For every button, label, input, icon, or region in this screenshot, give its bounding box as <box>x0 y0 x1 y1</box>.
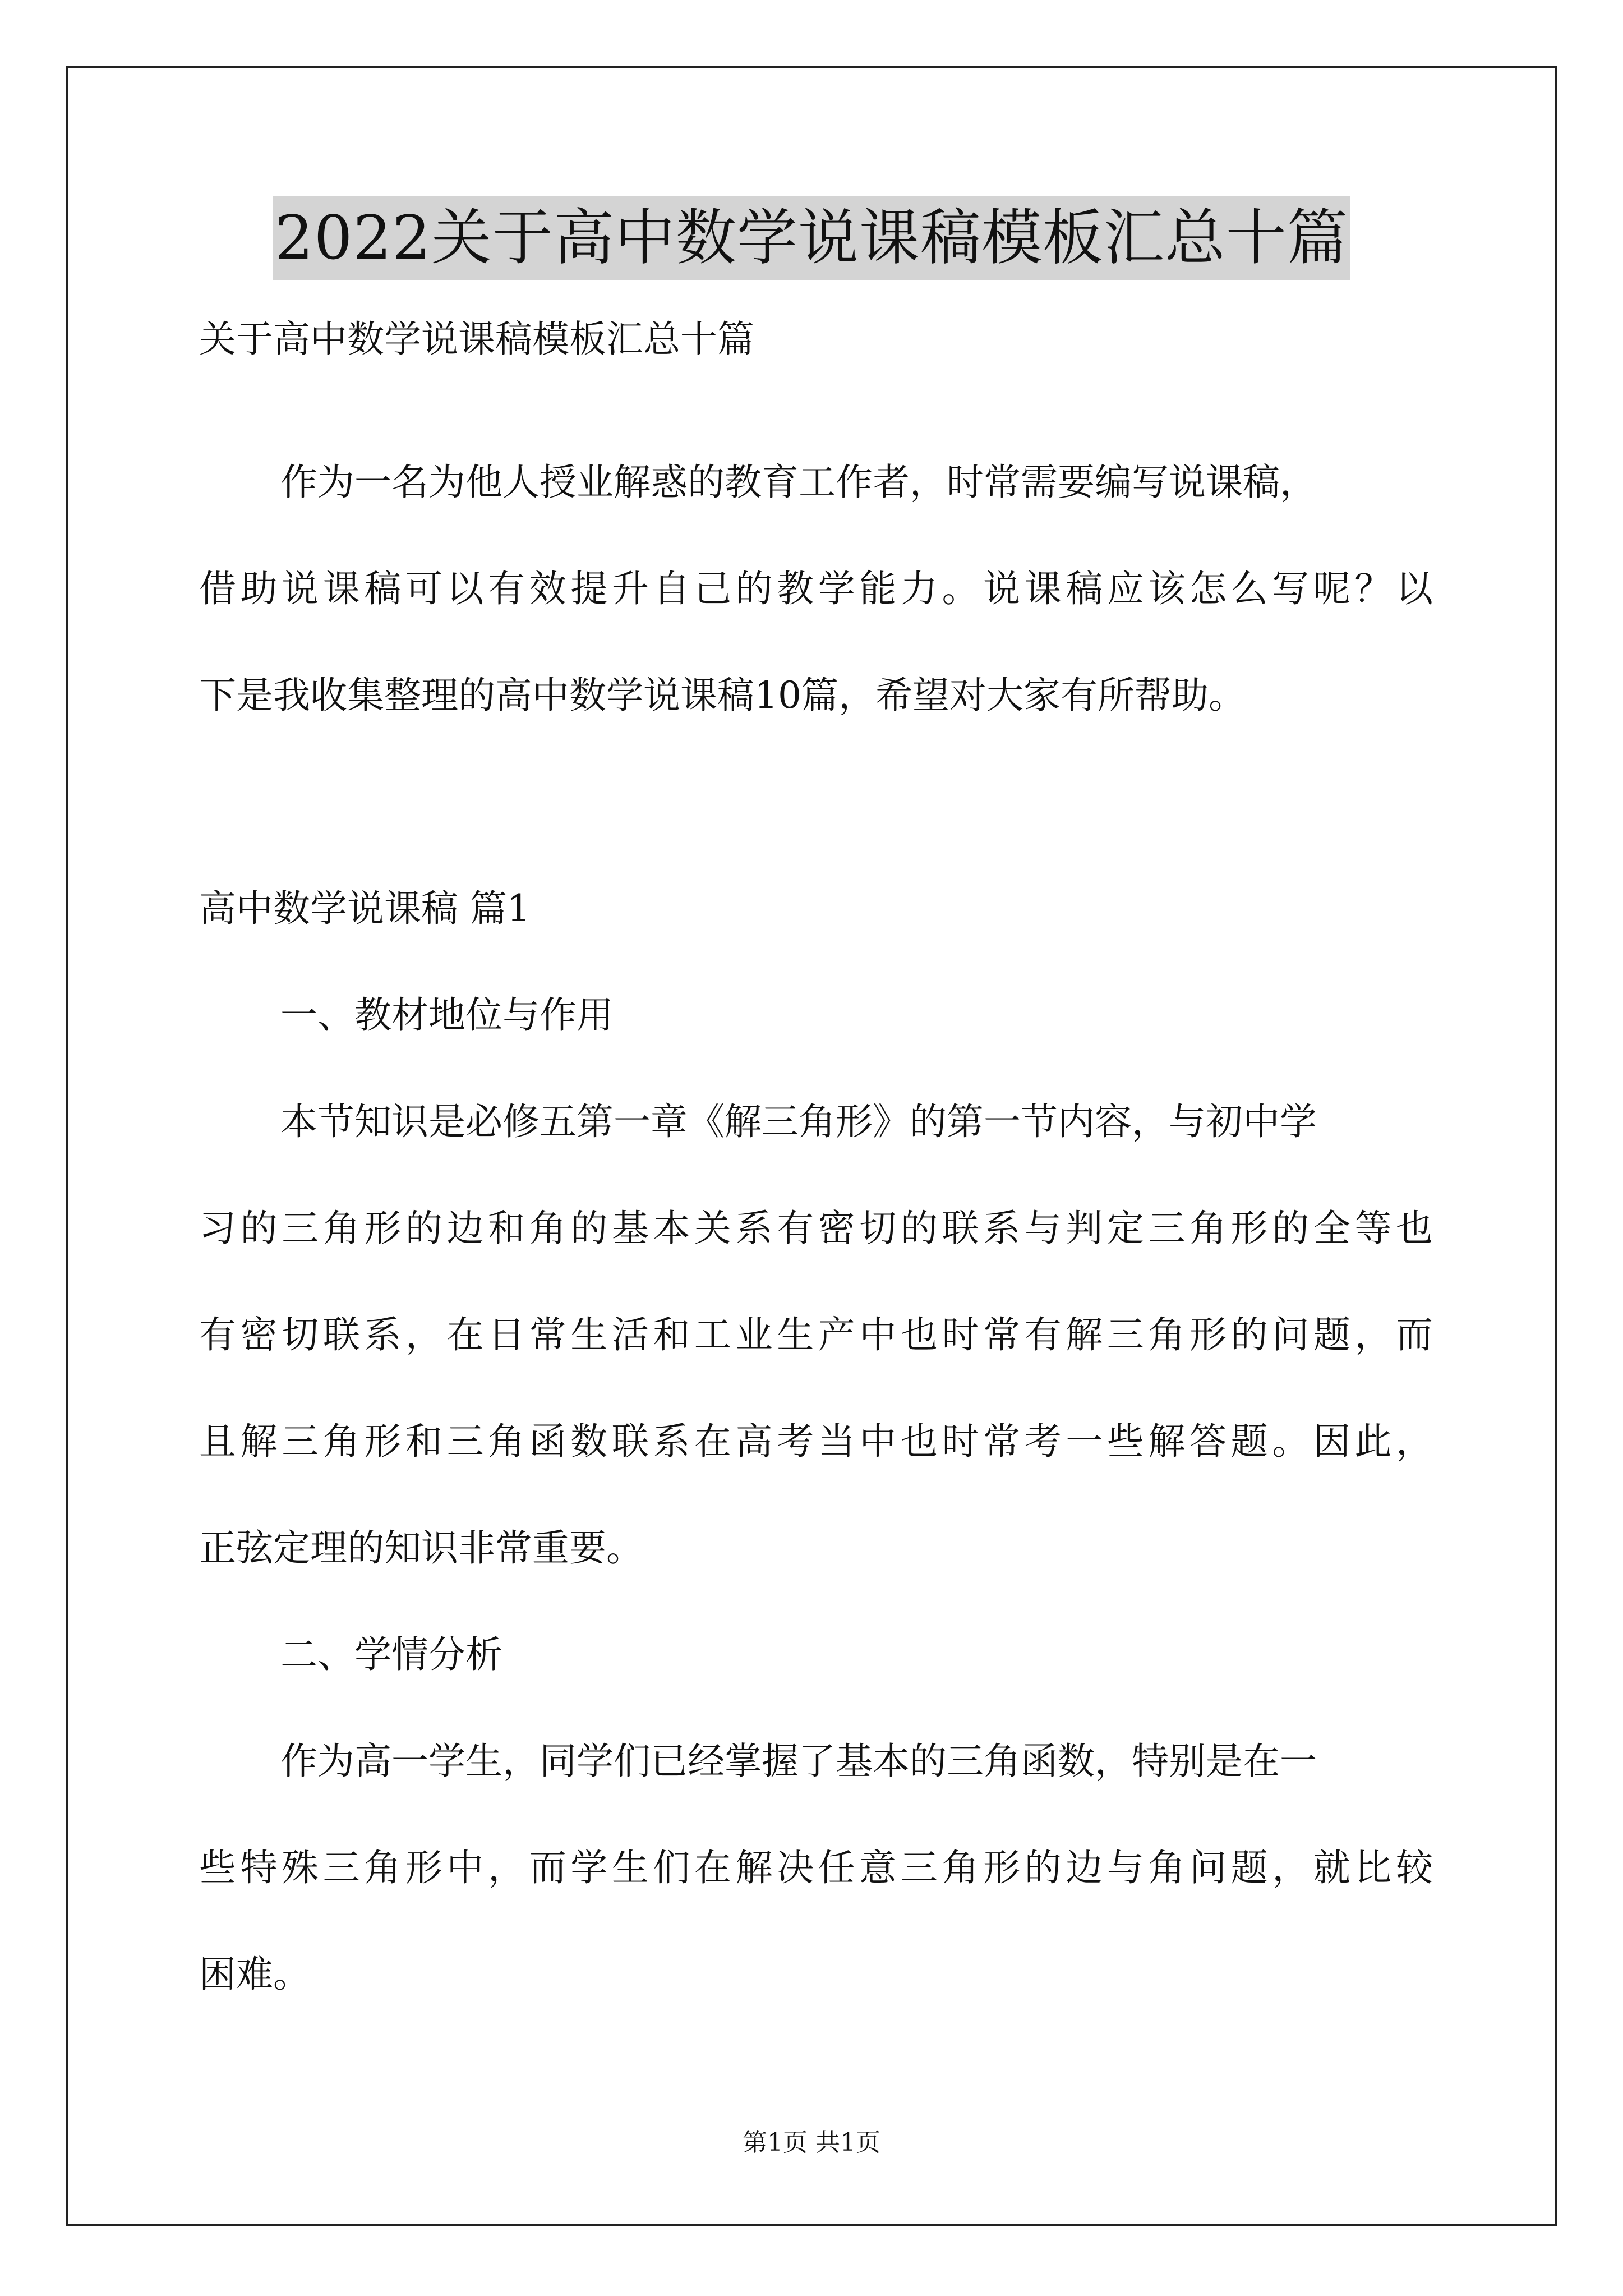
part1-line-5: 正弦定理的知识非常重要。 <box>199 1526 643 1570</box>
page-border <box>66 66 1557 2226</box>
part2-line-2: 些特殊三角形中，而学生们在解决任意三角形的边与角问题，就比较 <box>199 1846 1433 1889</box>
document-subtitle: 关于高中数学说课稿模板汇总十篇 <box>199 318 754 361</box>
intro-line-3: 下是我收集整理的高中数学说课稿10篇，希望对大家有所帮助。 <box>199 674 1246 717</box>
part2-line-3: 困难。 <box>199 1953 310 1996</box>
part2-heading: 二、学情分析 <box>280 1633 502 1676</box>
intro-line-1: 作为一名为他人授业解惑的教育工作者，时常需要编写说课稿， <box>280 461 1317 504</box>
part1-heading: 一、教材地位与作用 <box>280 993 614 1037</box>
part1-line-3: 有密切联系，在日常生活和工业生产中也时常有解三角形的问题，而 <box>199 1313 1433 1356</box>
intro-line-2: 借助说课稿可以有效提升自己的教学能力。说课稿应该怎么写呢？以 <box>199 567 1433 610</box>
section-heading: 高中数学说课稿 篇1 <box>199 887 531 930</box>
part1-line-2: 习的三角形的边和角的基本关系有密切的联系与判定三角形的全等也 <box>199 1207 1433 1250</box>
document-title: 2022关于高中数学说课稿模板汇总十篇 <box>273 196 1350 280</box>
part1-line-4: 且解三角形和三角函数联系在高考当中也时常考一些解答题。因此， <box>199 1420 1433 1463</box>
page-footer: 第1页 共1页 <box>743 2128 880 2157</box>
part1-line-1: 本节知识是必修五第一章《解三角形》的第一节内容，与初中学 <box>280 1100 1317 1143</box>
part2-line-1: 作为高一学生，同学们已经掌握了基本的三角函数，特别是在一 <box>280 1740 1317 1783</box>
